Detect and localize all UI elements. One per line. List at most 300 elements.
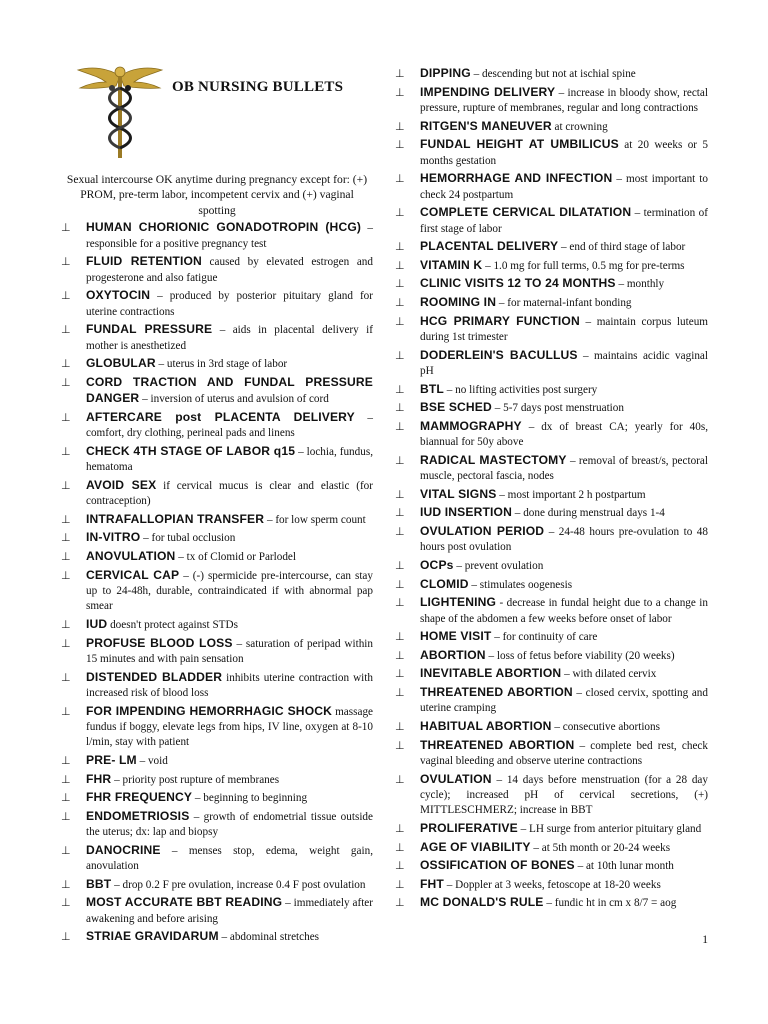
bullet-icon: ⊥ [61,877,71,891]
bullet-text [86,549,373,565]
page-title: OB NURSING BULLETS [172,79,344,95]
bullet-item [395,419,708,451]
bullet-text [86,568,373,615]
bullet-text [86,288,373,320]
bullet-icon: ⊥ [61,843,71,857]
bullet-item [61,895,373,927]
bullet-icon: ⊥ [395,401,405,415]
bullet-icon: ⊥ [395,314,405,328]
bullet-item [395,348,708,380]
bullet-icon: ⊥ [61,255,71,269]
bullet-item [395,119,708,135]
bullet-term: FHT [420,876,444,891]
bullet-text [420,239,708,255]
bullet-description: – fundic ht in cm x 8/7 = aog [543,897,677,910]
bullet-item [395,577,708,593]
bullet-item [61,877,373,893]
bullet-text [86,375,373,408]
bullet-description: – 5-7 days post menstruation [491,402,624,415]
bullet-icon: ⊥ [395,524,405,538]
bullet-description: – complete bed rest, check vaginal bleeding and observe uterine contractions [420,739,708,767]
bullet-item [395,258,708,274]
bullet-description: – uterus in 3rd stage of labor [155,358,288,371]
bullet-icon: ⊥ [395,348,405,362]
bullet-icon: ⊥ [395,840,405,854]
bullet-icon: ⊥ [395,896,405,910]
bullet-term: OCPs [420,557,454,572]
bullet-term: DIPPING [420,66,471,80]
bullet-text [420,400,708,416]
bullet-description: – done during menstrual days 1-4 [512,507,665,520]
bullet-item [61,220,373,252]
bullet-icon: ⊥ [61,636,71,650]
bullet-description: – end of third stage of labor [558,241,686,254]
bullet-description: – produced by posterior pituitary gland for uterine contractions [86,290,373,318]
bullet-item [395,205,708,237]
bullet-text [86,478,373,510]
bullet-item [395,505,708,521]
bullet-text [420,719,708,735]
bullet-text [420,382,708,398]
bullet-term: CORD TRACTION AND FUNDAL PRESSURE DANGER [86,374,373,406]
bullet-text [86,617,373,633]
intro-paragraph: Sexual intercourse OK anytime during pregnancy except for: (+) PROM, pre-term labor, incompetent cervix and (+) vaginal spotting [66,173,368,217]
bullet-term: HOME VISIT [420,629,492,644]
bullet-item [395,314,708,346]
bullet-text [420,895,708,911]
bullet-text [86,530,373,546]
page-number: 1 [702,934,708,946]
right-column [395,66,708,914]
bullet-icon: ⊥ [395,630,405,644]
bullet-text [86,809,373,841]
bullet-icon: ⊥ [61,809,71,823]
bullet-description: – for low sperm count [264,513,366,526]
bullet-text [86,356,373,372]
bullet-description: – priority post rupture of membranes [111,773,280,786]
bullet-item [61,254,373,286]
bullet-description: – for tubal occlusion [140,532,236,545]
bullet-text [86,410,373,442]
bullet-text [86,220,373,252]
bullet-icon: ⊥ [61,512,71,526]
bullet-icon: ⊥ [395,85,405,99]
bullet-term: PRE- LM [86,753,137,767]
bullet-text [420,258,708,274]
right-bullet-list [395,66,708,912]
bullet-description: – loss of fetus before viability (20 weeks) [485,649,675,662]
bullet-text [420,85,708,117]
bullet-icon: ⊥ [395,138,405,152]
bullet-description: – most important 2 h postpartum [496,488,646,501]
bullet-icon: ⊥ [395,772,405,786]
bullet-icon: ⊥ [395,821,405,835]
bullet-icon: ⊥ [61,930,71,944]
bullet-text [420,66,708,82]
bullet-text [420,314,708,346]
bullet-item [61,410,373,442]
bullet-item [395,858,708,874]
bullet-description: – lochia, fundus, hematoma [86,445,373,474]
bullet-item [395,453,708,485]
bullet-text [86,254,373,286]
bullet-term: FUNDAL HEIGHT AT UMBILICUS [420,137,619,152]
bullet-item [61,288,373,320]
bullet-term: HUMAN CHORIONIC GONADOTROPIN (HCG) [86,220,362,235]
bullet-description: – for maternal-infant bonding [496,296,632,309]
bullet-item [61,843,373,875]
bullet-icon: ⊥ [395,258,405,272]
bullet-description: – maintains acidic vaginal pH [420,349,708,377]
bullet-icon: ⊥ [61,444,71,458]
bullet-item [61,790,373,806]
bullet-icon: ⊥ [395,648,405,662]
bullet-item [395,685,708,717]
bullet-text [86,877,373,893]
bullet-term: CLINIC VISITS 12 TO 24 MONTHS [420,276,616,291]
bullet-item [61,617,373,633]
bullet-term: HCG PRIMARY FUNCTION [420,313,580,328]
bullet-description: – menses stop, edema, weight gain, anovulation [86,844,373,873]
bullet-item [61,375,373,408]
bullet-term: HABITUAL ABORTION [420,718,552,733]
bullet-term: PROFUSE BLOOD LOSS [86,635,233,650]
bullet-description: – immediately after awakening and before arising [86,897,373,925]
bullet-icon: ⊥ [61,704,71,718]
bullet-description: – consecutive abortions [551,720,660,733]
bullet-term: CHECK 4TH STAGE OF LABOR q15 [86,443,296,458]
bullet-icon: ⊥ [395,738,405,752]
bullet-item [395,487,708,503]
bullet-icon: ⊥ [395,596,405,610]
bullet-text [86,670,373,702]
bullet-text [420,276,708,292]
bullet-description: – inversion of uterus and avulsion of cord [139,393,329,406]
bullet-text [420,772,708,819]
bullet-term: FHR [86,771,112,786]
bullet-icon: ⊥ [61,221,71,235]
bullet-item [61,753,373,769]
bullet-icon: ⊥ [395,859,405,873]
bullet-text [420,419,708,451]
bullet-description: – termination of first stage of labor [420,207,708,235]
bullet-text [420,137,708,169]
bullet-item [395,666,708,682]
bullet-term: PROLIFERATIVE [420,820,518,835]
bullet-term: IMPENDING DELIVERY [420,84,556,99]
bullet-icon: ⊥ [395,172,405,186]
bullet-term: MC DONALD'S RULE [420,895,544,910]
bullet-description: – responsible for a positive pregnancy test [86,222,373,250]
bullet-text [420,119,708,135]
bullet-text [86,636,373,668]
bullet-description: inhibits uterine contraction with increased risk of blood loss [86,671,373,699]
bullet-term: COMPLETE CERVICAL DILATATION [420,205,632,220]
bullet-icon: ⊥ [61,550,71,563]
bullet-term: RADICAL MASTECTOMY [420,452,567,467]
bullet-icon: ⊥ [61,896,71,910]
bullet-item [61,772,373,788]
bullet-text [420,648,708,664]
bullet-icon: ⊥ [61,568,71,582]
bullet-description: massage fundus if boggy, elevate legs from hips, IV line, oxygen at 8-10 l/min, stay with patient [86,705,374,749]
bullet-description: at crowning [551,120,608,133]
bullet-term: THREATENED ABORTION [420,737,575,752]
bullet-item [395,137,708,169]
bullet-term: IN-VITRO [86,530,141,545]
bullet-icon: ⊥ [61,357,71,371]
bullet-item [61,549,373,565]
bullet-term: AVOID SEX [86,477,157,492]
bullet-description: caused by elevated estrogen and progesterone and also fatigue [86,256,373,284]
bullet-text [420,877,708,893]
bullet-text [86,704,373,751]
bullet-icon: ⊥ [61,791,71,805]
bullet-term: IUD INSERTION [420,505,512,520]
bullet-description: – stimulates oogenesis [468,578,573,591]
bullet-icon: ⊥ [395,667,405,681]
bullet-term: OVULATION [420,771,492,786]
bullet-description: – 24-48 hours pre-ovulation to 48 hours post ovulation [420,525,708,554]
bullet-icon: ⊥ [395,382,405,396]
bullet-text [420,629,708,645]
bullet-text [420,595,708,627]
bullet-term: DODERLEIN'S BACULLUS [420,347,578,362]
bullet-icon: ⊥ [61,410,71,424]
bullet-description: – at 5th month or 20-24 weeks [530,841,671,854]
bullet-description: – Doppler at 3 weeks, fetoscope at 18-20 weeks [443,878,661,891]
bullet-term: BBT [86,876,112,891]
bullet-text [420,524,708,556]
bullet-term: ROOMING IN [420,294,497,309]
bullet-text [86,843,373,875]
bullet-item [395,821,708,837]
bullet-item [395,295,708,311]
bullet-term: FOR IMPENDING HEMORRHAGIC SHOCK [86,703,333,718]
bullet-text [420,171,708,203]
bullet-item [61,356,373,372]
bullet-item [395,276,708,292]
bullet-icon: ⊥ [395,453,405,467]
bullet-text [420,840,708,856]
bullet-term: MOST ACCURATE BBT READING [86,895,283,910]
bullet-text [420,505,708,521]
bullet-item [61,530,373,546]
bullet-term: INEVITABLE ABORTION [420,666,562,681]
bullet-term: CERVICAL CAP [86,567,180,582]
bullet-term: VITAL SIGNS [420,486,497,501]
bullet-description: - decrease in fundal height due to a change in shape of the abdomen a few weeks before onset of labor [420,597,708,625]
bullet-term: OSSIFICATION OF BONES [420,858,575,873]
bullet-description: – descending but not at ischial spine [470,68,636,80]
bullet-term: DISTENDED BLADDER [86,669,223,684]
bullet-item [395,738,708,770]
bullet-item [61,512,373,528]
bullet-description: – 14 days before menstruation (for a 28 day cycle); increased pH of cervical secretions, (+) MITTLESCHMERZ; increase in BBT [420,773,708,817]
bullet-term: BTL [420,381,444,396]
bullet-item [395,400,708,416]
bullet-text [420,453,708,485]
bullet-text [420,487,708,503]
bullet-term: GLOBULAR [86,356,156,371]
bullet-icon: ⊥ [395,506,405,520]
bullet-icon: ⊥ [61,754,71,767]
bullet-text [86,772,373,788]
bullet-item [395,171,708,203]
bullet-text [86,753,373,769]
left-bullet-list [61,220,373,946]
bullet-icon: ⊥ [395,719,405,733]
bullet-term: HEMORRHAGE AND INFECTION [420,171,613,186]
bullet-term: DANOCRINE [86,842,161,857]
bullet-description: – aids in placental delivery if mother is anesthetized [86,324,373,352]
bullet-description: – removal of breast/s, pectoral muscle, pectoral fascia, nodes [420,454,708,483]
bullet-text [86,322,373,354]
bullet-text [420,558,708,574]
bullet-description: – (-) spermicide pre-intercourse, can stay up to 24-48h, durable, contraindicated if with abnormal pap smear [86,569,373,613]
bullet-text [420,738,708,770]
bullet-icon: ⊥ [61,618,71,631]
bullet-text [420,685,708,717]
bullet-item [395,840,708,856]
bullet-item [395,66,708,82]
bullet-icon: ⊥ [61,323,71,337]
bullet-term: AFTERCARE post PLACENTA DELIVERY [86,409,355,424]
bullet-term: INTRAFALLOPIAN TRANSFER [86,511,265,526]
bullet-description: if cervical mucus is clear and elastic (for contraception) [86,479,374,508]
bullet-item [395,772,708,819]
bullet-description: – comfort, dry clothing, perineal pads and linens [86,411,374,440]
bullet-description: – prevent ovulation [453,559,544,572]
left-column [61,172,373,948]
bullet-description: – maintain corpus luteum during 1st trimester [420,315,709,343]
bullet-description: – dx of breast CA; yearly for 40s, biannual for 50y above [420,420,708,449]
bullet-text [86,929,373,945]
bullet-term: STRIAE GRAVIDARUM [86,929,219,944]
bullet-icon: ⊥ [395,877,405,891]
bullet-item [61,568,373,615]
bullet-icon: ⊥ [395,119,405,133]
bullet-description: – drop 0.2 F pre ovulation, increase 0.4 F post ovulation [111,878,366,891]
bullet-description: – no lifting activities post surgery [443,383,598,396]
bullet-term: FUNDAL PRESSURE [86,322,213,337]
bullet-description: – increase in bloody show, rectal pressure, rupture of membranes, regular and long contractions [420,86,708,114]
bullet-term: RITGEN'S MANEUVER [420,118,552,133]
bullet-item [61,670,373,702]
bullet-description: – at 10th lunar month [574,860,674,873]
bullet-description: – LH surge from anterior pituitary gland [517,822,702,835]
bullet-term: OXYTOCIN [86,288,151,303]
bullet-item [61,444,373,476]
bullet-term: LIGHTENING [420,595,497,610]
bullet-text [420,205,708,237]
bullet-icon: ⊥ [395,67,405,80]
bullet-item [61,322,373,354]
bullet-description: – monthly [615,278,665,291]
bullet-item [395,524,708,556]
bullet-description: – with dilated cervix [561,668,657,681]
bullet-description: – tx of Clomid or Parlodel [175,551,297,563]
bullet-item [395,648,708,664]
bullet-term: BSE SCHED [420,400,492,415]
bullet-text [420,577,708,593]
bullet-term: MAMMOGRAPHY [420,418,522,433]
bullet-icon: ⊥ [61,375,71,389]
bullet-icon: ⊥ [395,295,405,309]
bullet-icon: ⊥ [395,685,405,699]
bullet-description: – closed cervix, spotting and uterine cramping [420,686,708,715]
bullet-icon: ⊥ [395,487,405,501]
bullet-icon: ⊥ [61,772,71,786]
bullet-description: at 20 weeks or 5 months gestation [420,139,708,167]
bullet-item [61,636,373,668]
bullet-description: – beginning to beginning [192,792,308,805]
bullet-item [61,929,373,945]
bullet-icon: ⊥ [395,206,405,220]
bullet-term: IUD [86,617,108,631]
bullet-description: – void [136,755,168,767]
bullet-icon: ⊥ [395,419,405,433]
bullet-description: – saturation of peripad within 15 minutes and with pain sensation [86,637,374,665]
bullet-description: – growth of endometrial tissue outside the uterus; dx: lap and biopsy [86,810,373,839]
bullet-term: AGE OF VIABILITY [420,839,531,854]
bullet-item [395,895,708,911]
bullet-icon: ⊥ [395,240,405,254]
bullet-text [420,821,708,837]
bullet-icon: ⊥ [61,670,71,684]
bullet-icon: ⊥ [395,277,405,291]
bullet-item [395,629,708,645]
bullet-text [86,895,373,927]
bullet-term: ANOVULATION [86,549,176,563]
bullet-text [86,790,373,806]
bullet-text [420,295,708,311]
bullet-item [61,478,373,510]
bullet-item [61,809,373,841]
bullet-icon: ⊥ [395,577,405,591]
bullet-term: OVULATION PERIOD [420,523,545,538]
bullet-term: PLACENTAL DELIVERY [420,239,559,254]
bullet-description: – abdominal stretches [218,931,320,944]
bullet-description: doesn't protect against STDs [107,619,238,631]
bullet-text [86,444,373,476]
bullet-term: FHR FREQUENCY [86,790,193,805]
bullet-item [61,704,373,751]
bullet-term: ENDOMETRIOSIS [86,808,190,823]
bullet-icon: ⊥ [61,478,71,492]
bullet-term: CLOMID [420,576,469,591]
bullet-item [395,558,708,574]
bullet-text [420,666,708,682]
bullet-description: – 1.0 mg for full terms, 0.5 mg for pre-terms [482,259,685,272]
bullet-item [395,719,708,735]
bullet-item [395,595,708,627]
bullet-text [420,858,708,874]
bullet-term: ABORTION [420,647,486,662]
bullet-term: FLUID RETENTION [86,254,202,269]
bullet-text [420,348,708,380]
bullet-icon: ⊥ [395,558,405,572]
bullet-item [395,85,708,117]
bullet-item [395,382,708,398]
bullet-icon: ⊥ [61,531,71,545]
bullet-description: – for continuity of care [491,631,598,644]
bullet-item [395,239,708,255]
caduceus-icon [72,62,168,162]
bullet-text [86,512,373,528]
bullet-description: – most important to check 24 postpartum [420,173,708,201]
bullet-term: THREATENED ABORTION [420,684,573,699]
